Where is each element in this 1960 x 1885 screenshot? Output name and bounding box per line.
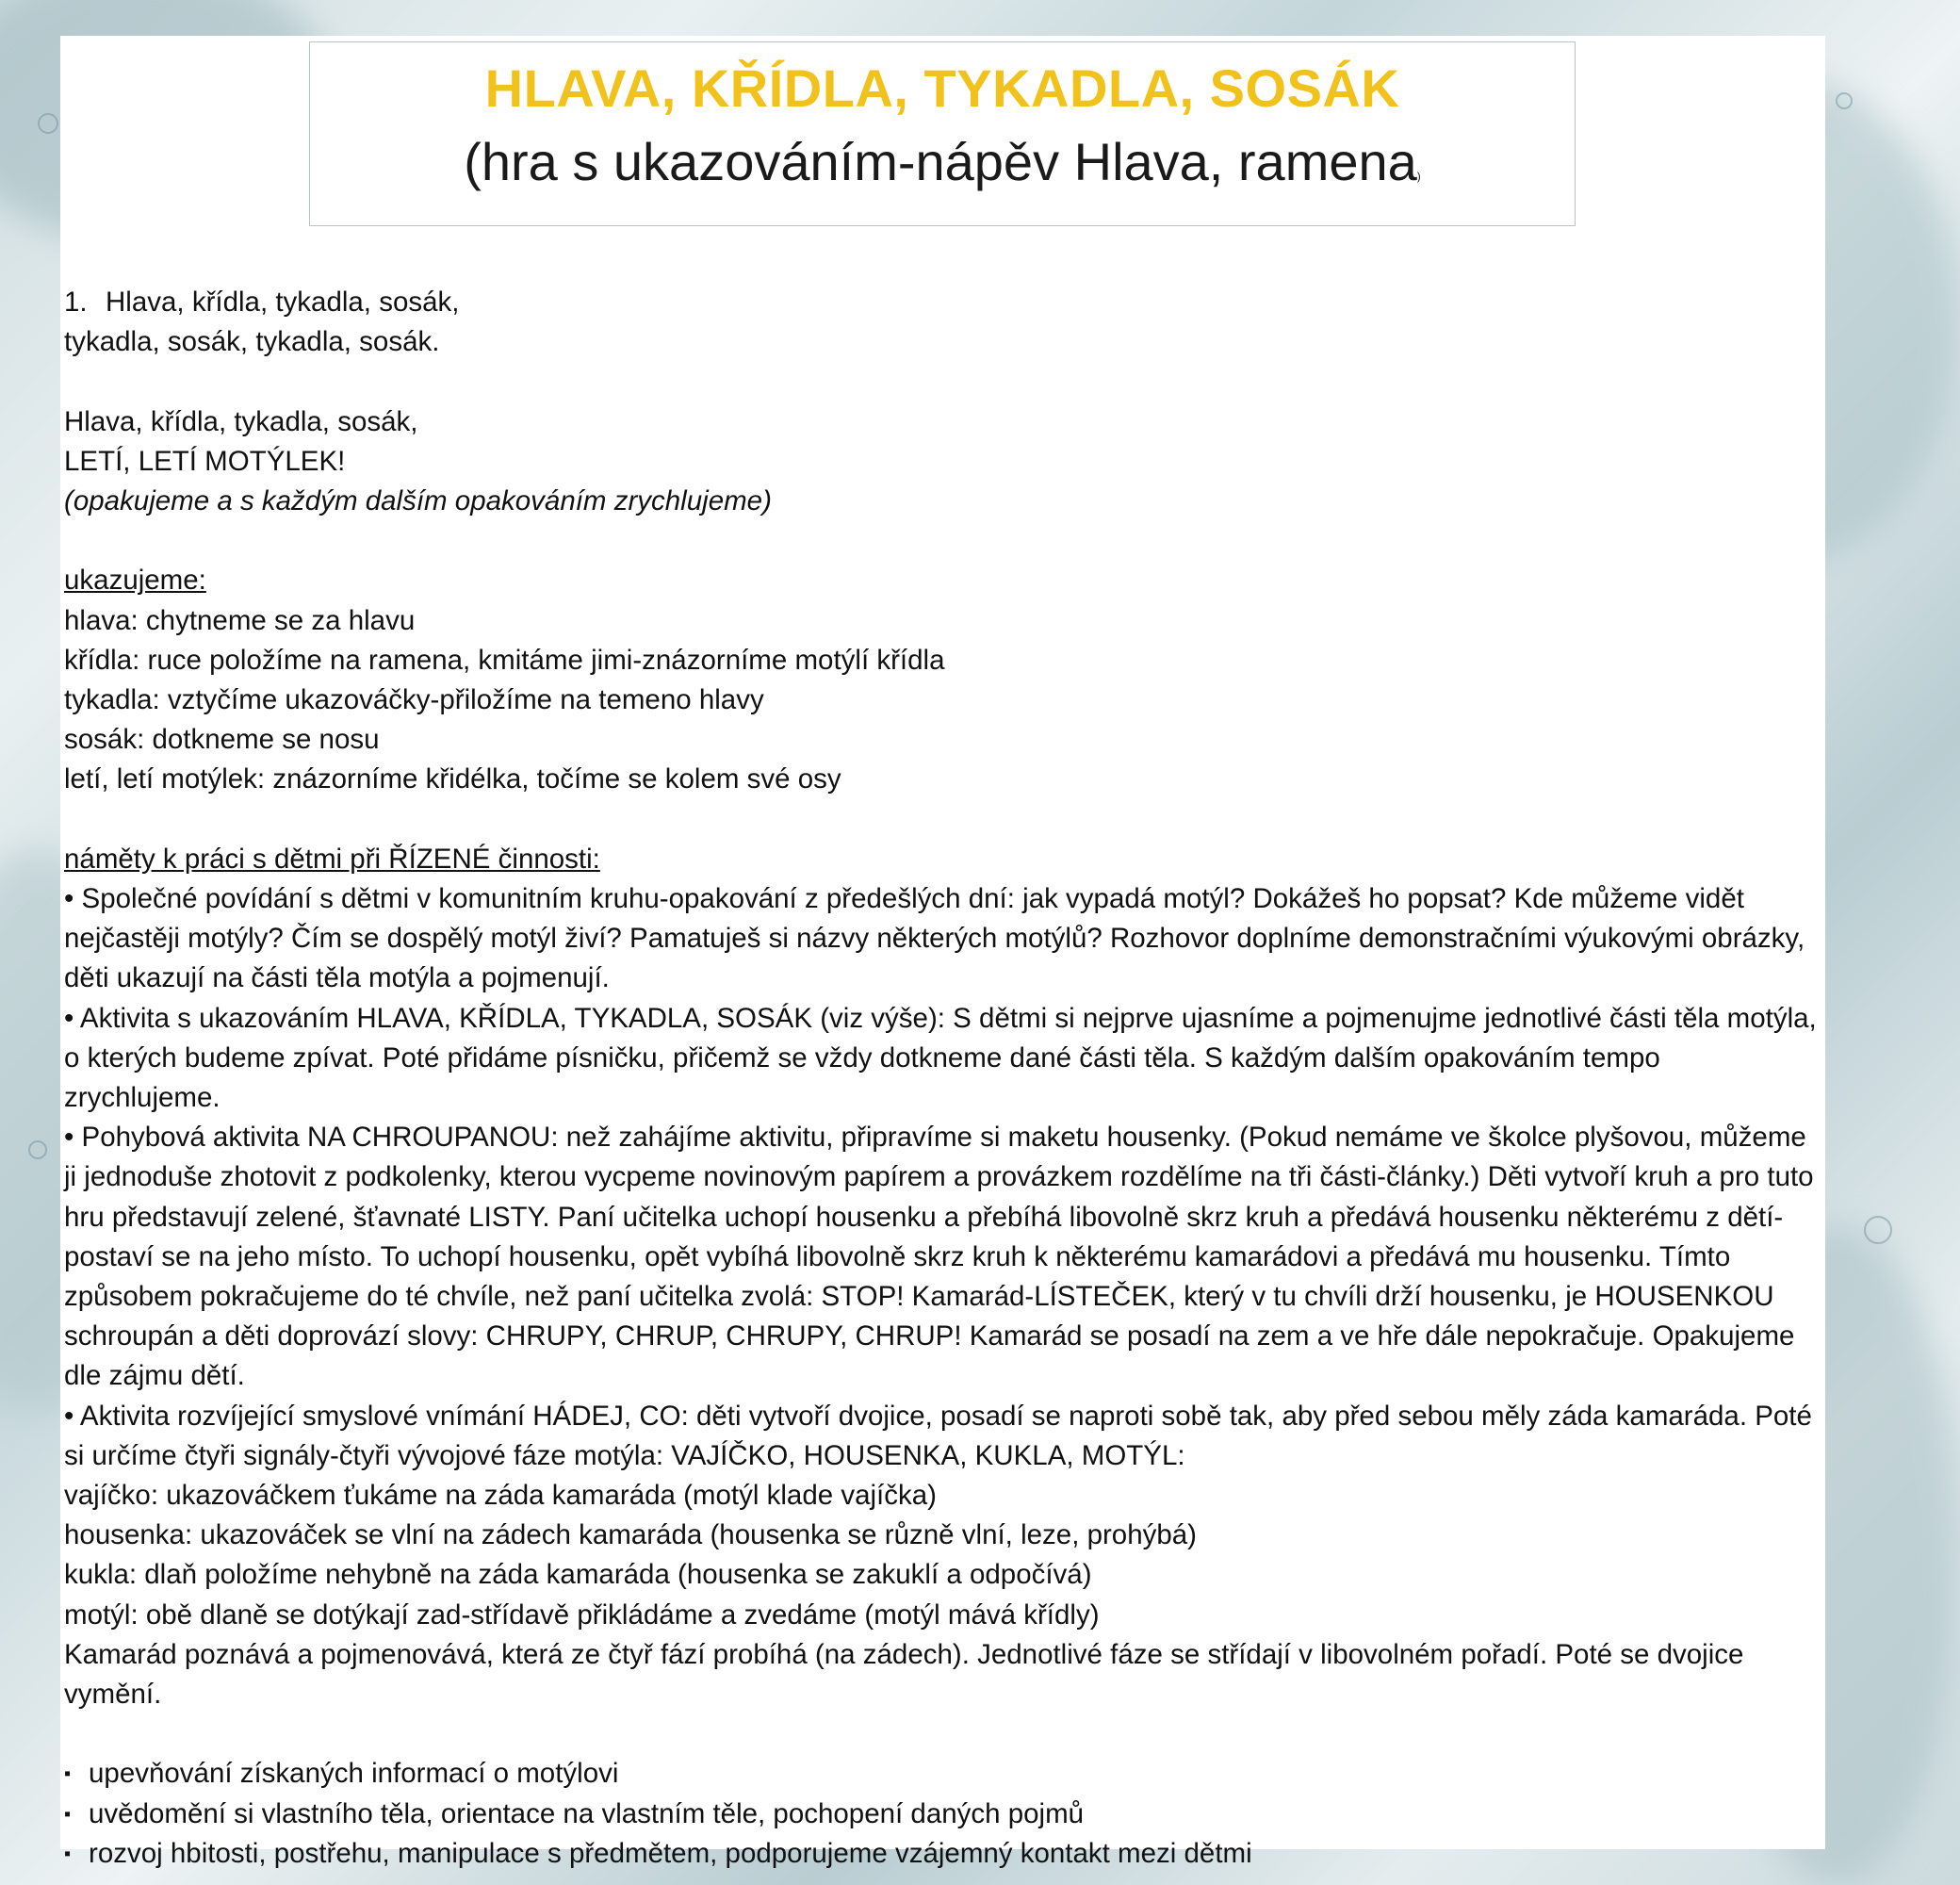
spacer [64,362,1819,402]
subtitle-closing-paren: ) [1416,170,1421,183]
verse-line-1 [64,283,1819,322]
gesture-item: letí, letí motýlek: znázorníme křidélka, točíme se kolem své osy [64,763,841,795]
square-bullet-icon: ▪ [64,1843,72,1864]
decorative-circle [38,113,58,134]
subtitle-text: (hra s ukazováním-nápěv Hlava, ramena [464,132,1417,191]
goal-item [64,1795,1819,1834]
decorative-circle [1836,92,1853,109]
gesture-item: hlava: chytneme se za hlavu [64,604,416,636]
activity-closing: Kamarád poznává a pojmenovává, která ze čtyř fází probíhá (na zádech). Jednotlivé fáze se střídají v libovolném pořadí. Poté se dvojice vymění. [64,1638,1744,1711]
spacer [64,1714,1819,1754]
goal-item [64,1834,1819,1874]
verse-line-4: LETÍ, LETÍ MOTÝLEK! [64,445,346,477]
gestures-heading: ukazujeme: [64,565,206,597]
phase-item: housenka: ukazováček se vlní na zádech kamaráda (housenka se různě vlní, leze, prohýbá) [64,1519,1198,1551]
title-box [309,41,1576,226]
gesture-item: sosák: dotkneme se nosu [64,724,380,756]
phase-item: vajíčko: ukazováčkem ťukáme na záda kamaráda (motýl klade vajíčka) [64,1480,937,1512]
verse-line-2: tykadla, sosák, tykadla, sosák. [64,326,440,358]
goal-text: uvědomění si vlastního těla, orientace na vlastním těle, pochopení daných pojmů [89,1797,1085,1829]
gesture-item: křídla: ruce položíme na ramena, kmitáme jimi-znázorníme motýlí křídla [64,644,945,676]
gesture-item: tykadla: vztyčíme ukazováčky-přiložíme na temeno hlavy [64,684,764,715]
activity-item: • Aktivita rozvíjející smyslové vnímání HÁDEJ, CO: děti vytvoří dvojice, posadí se naproti sobě tak, aby před sebou měly záda kamaráda. Poté si určíme čtyři signály-čtyři vývojové fáze motýla: VAJÍČKO, HOUSENKA, KUKLA, MOTÝL: [64,1400,1812,1471]
activity-item: • Aktivita s ukazováním HLAVA, KŘÍDLA, TYKADLA, SOSÁK (viz výše): S dětmi si nejprve ujasníme a pojmenujme jednotlivé části těla motýla, o kterých budeme zpívat. Poté přidáme písničku, přičemž se vždy dotkneme dané části těla. S každým dalším opakováním tempo zrychlujeme. [64,1002,1817,1114]
phase-item: kukla: dlaň položíme nehybně na záda kamaráda (housenka se zakuklí a odpočívá) [64,1559,1092,1591]
spacer [64,521,1819,561]
page-title: HLAVA, KŘÍDLA, TYKADLA, SOSÁK [484,58,1400,118]
spacer [64,800,1819,840]
square-bullet-icon: ▪ [64,1803,72,1825]
page-subtitle [310,129,1575,209]
goal-item [64,1754,1819,1794]
verse-line-text: Hlava, křídla, tykadla, sosák, [106,287,460,318]
activity-item: • Pohybová aktivita NA CHROUPANOU: než zahájíme aktivitu, připravíme si maketu housenky. (Pokud nemáme ve školce plyšovou, můžeme ji jednoduše zhotovit z podkolenky, kterou vycpeme novinovým papírem a provázkem rozdělíme na tři části-články.) Děti vytvoří kruh a pro tuto hru představují zelené, šťavnaté LISTY. Paní učitelka uchopí housenku a přebíhá libovolně skrz kruh a předává housenku některému z dětí-postaví se na jeho místo. To uchopí housenku, opět vybíhá libovolně skrz kruh k některému kamarádovi a předává mu housenku. Tímto způsobem pokračujeme do té chvíle, než paní učitelka zvolá: STOP! Kamarád-LÍSTEČEK, který v tu chvíli drží housenku, je HOUSENKOU schroupán a děti doprovází slovy: CHRUPY, CHRUP, CHRUPY, CHRUP! Kamarád se posadí na zem a ve hře dále nepokračuje. Opakujeme dle zájmu dětí. [64,1122,1814,1392]
document-body [64,283,1819,1874]
verse-number: 1. [64,287,88,318]
goal-text: rozvoj hbitosti, postřehu, manipulace s předmětem, podporujeme vzájemný kontakt mezi dětmi [89,1837,1252,1869]
goal-text: upevňování získaných informací o motýlovi [89,1758,619,1790]
verse-line-3: Hlava, křídla, tykadla, sosák, [64,405,418,437]
phase-item: motýl: obě dlaně se dotýkají zad-střídavě přikládáme a zvedáme (motýl mává křídly) [64,1598,1100,1631]
activities-heading: náměty k práci s dětmi při ŘÍZENÉ činnosti: [64,843,600,875]
decorative-circle [28,1140,47,1159]
verse-note: (opakujeme a s každým dalším opakováním zrychlujeme) [64,485,772,516]
decorative-circle [1864,1216,1892,1244]
activity-item: • Společné povídání s dětmi v komunitním kruhu-opakování z předešlých dní: jak vypadá motýl? Dokážeš ho popsat? Kde můžeme vidět nejčastěji motýly? Čím se dospělý motýl živí? Pamatuješ si názvy některých motýlů? Rozhovor doplníme demonstračními výukovými obrázky, děti ukazují na části těla motýla a pojmenují. [64,883,1805,994]
document-page [60,36,1825,1869]
square-bullet-icon: ▪ [64,1763,72,1785]
